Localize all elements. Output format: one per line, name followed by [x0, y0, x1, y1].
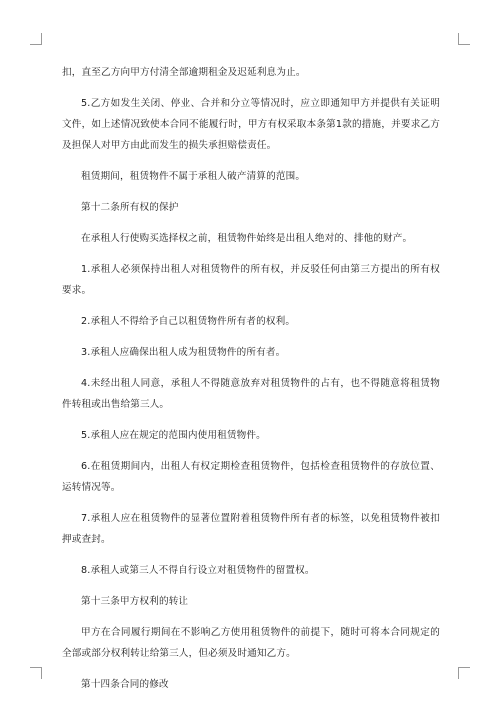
ownership-item-5: 5.承租人应在规定的范围内使用租赁物件。: [81, 430, 266, 441]
paragraph-rights-transfer: 甲方在合同履行期间在不影响乙方使用租赁物件的前提下，随时可将本合同规定的全部或部分权利转让给第三人，但必须及时通知乙方。: [62, 627, 440, 659]
ownership-item-3: 3.承租人应确保出租人成为租赁物件的所有者。: [81, 347, 286, 358]
paragraph-closure-clause: 5.乙方如发生关闭、停业、合并和分立等情况时，应立即通知甲方并提供有关证明文件，如上述情况致使本合同不能履行时，甲方有权采取本条第1款的措施，并要求乙方及担保人对甲方由此而发生的损失承担赔偿责任。: [62, 98, 440, 151]
crop-mark-top-right: [458, 33, 470, 45]
paragraph-ownership-statement: 在承租人行使购买选择权之前，租赁物件始终是出租人绝对的、排他的财产。: [81, 233, 413, 244]
ownership-item-2: 2.承租人不得给予自己以租赁物件所有者的权利。: [81, 316, 296, 327]
document-body: [62, 62, 440, 705]
crop-mark-top-left: [30, 33, 42, 45]
article-12-heading: 第十二条所有权的保护: [81, 202, 179, 213]
article-13-heading: 第十三条甲方权利的转让: [81, 596, 189, 607]
ownership-item-6: 6.在租赁期间内，出租人有权定期检查租赁物件，包括检查租赁物件的存放位置、运转情况等。: [62, 461, 440, 493]
crop-mark-bottom-right: [458, 667, 470, 679]
ownership-item-8: 8.承租人或第三人不得自行设立对租赁物件的留置权。: [81, 565, 315, 576]
ownership-item-7: 7.承租人应在租赁物件的显著位置附着租赁物件所有者的标签，以免租赁物件被扣押或查封。: [62, 513, 440, 545]
paragraph-overdue-continuation: 扣，直至乙方向甲方付清全部逾期租金及迟延利息为止。: [62, 67, 306, 78]
paragraph-bankruptcy-exclusion: 租赁期间，租赁物件不属于承租人破产清算的范围。: [81, 171, 306, 182]
crop-mark-bottom-left: [30, 667, 42, 679]
ownership-item-4: 4.未经出租人同意，承租人不得随意放弃对租赁物件的占有，也不得随意将租赁物件转租或出售给第三人。: [62, 378, 440, 410]
article-14-heading: 第十四条合同的修改: [81, 679, 169, 690]
ownership-item-1: 1.承租人必须保持出租人对租赁物件的所有权，并反驳任何由第三方提出的所有权要求。: [62, 264, 440, 296]
